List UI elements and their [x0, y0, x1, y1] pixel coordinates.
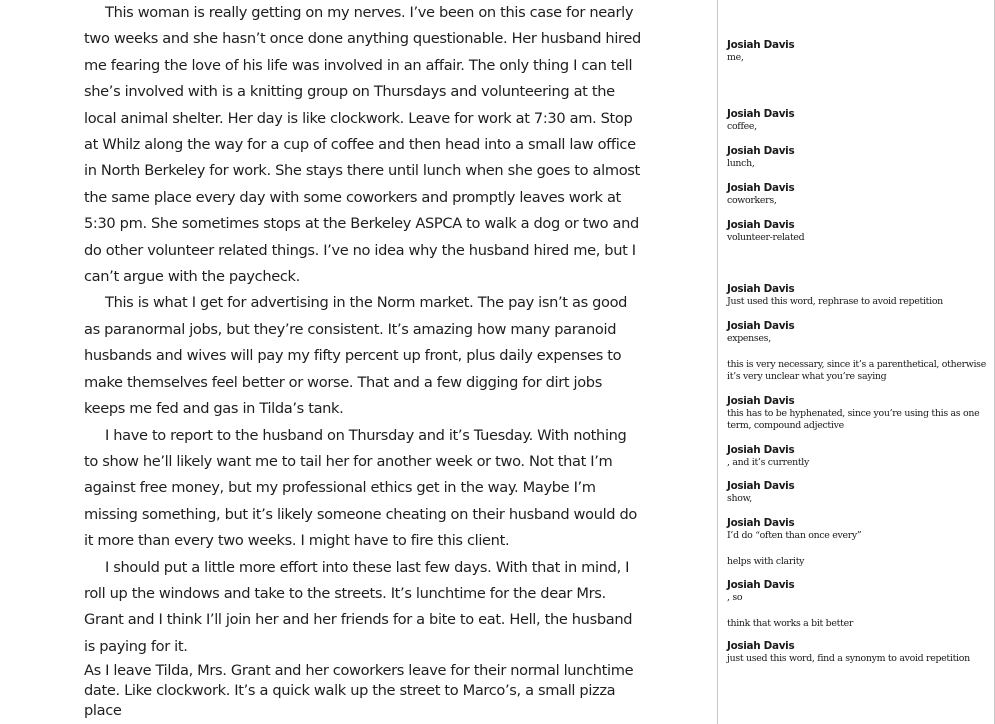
- comment-text: coffee,: [727, 121, 757, 132]
- comment[interactable]: [727, 480, 989, 505]
- comment[interactable]: [727, 395, 989, 432]
- comment-text: Just used this word, rephrase to avoid repetition: [727, 296, 943, 307]
- comment-author: Josiah Davis: [727, 182, 795, 194]
- comment-text: this has to be hyphenated, since you’re using this as one term, compound adjective: [727, 408, 980, 431]
- comment-author: Josiah Davis: [727, 108, 795, 120]
- comment-text: , and it’s currently: [727, 457, 810, 468]
- paragraph-2: This is what I get for advertising in the Norm market. The pay isn’t as good as paranormal jobs, but they’re consistent. It’s amazing how many paranoid husbands and wives will pay my fifty percent up front, plus daily expenses to make themselves feel better or worse. That and a few digging for dirt jobs keeps me fed and gas in Tilda’s tank.: [84, 294, 628, 418]
- comment-author: Josiah Davis: [727, 640, 795, 652]
- comment-text: me,: [727, 52, 744, 63]
- paragraph-4: I should put a little more effort into these last few days. With that in mind, I roll up the windows and take to the streets. It’s lunchtime for the dear Mrs. Grant and I think I’ll join her and her friends for a bite to eat. Hell, the husband is paying for it.: [84, 558, 633, 655]
- comment-author: Josiah Davis: [727, 320, 795, 332]
- comment[interactable]: [727, 579, 989, 604]
- comment-reply[interactable]: [727, 359, 989, 383]
- comment[interactable]: [727, 320, 989, 345]
- comment-text: coworkers,: [727, 195, 777, 206]
- comment-text: this is very necessary, since it’s a parenthetical, otherwise it’s very unclear what you’re saying: [727, 359, 986, 382]
- paragraph-1: This woman is really getting on my nerves. I’ve been on this case for nearly two weeks and she hasn’t once done anything questionable. Her husband hired me fearing the love of his life was involved in an affair. The only thing I can tell she’s involved with is a knitting group on Thursdays and volunteering at the local animal shelter. Her day is like clockwork. Leave for work at 7:30 am. Stop at Whilz along the way for a cup of coffee and then head into a small law office in North Berkeley for work. She stays there until lunch when she goes to almost the same place every day with some coworkers and promptly leaves work at 5:30 pm. She sometimes stops at the Berkeley ASPCA to walk a dog or two and do other volunteer related things. I’ve no idea why the husband hired me, but I can’t argue with the paycheck.: [84, 4, 641, 286]
- comment-author: Josiah Davis: [727, 283, 795, 295]
- comment-author: Josiah Davis: [727, 395, 795, 407]
- comment-author: Josiah Davis: [727, 145, 795, 157]
- comment-author: Josiah Davis: [727, 219, 795, 231]
- comment[interactable]: [727, 39, 989, 64]
- comment[interactable]: [727, 145, 989, 170]
- comment[interactable]: [727, 444, 989, 469]
- comment-text: lunch,: [727, 158, 755, 169]
- comments-pane: [717, 0, 995, 724]
- comment-author: Josiah Davis: [727, 480, 795, 492]
- comment[interactable]: [727, 640, 989, 665]
- comment-text: think that works a bit better: [727, 618, 853, 629]
- comment-author: Josiah Davis: [727, 444, 795, 456]
- comment-author: Josiah Davis: [727, 517, 795, 529]
- comment[interactable]: [727, 219, 989, 244]
- comment[interactable]: [727, 182, 989, 207]
- comment[interactable]: [727, 517, 989, 542]
- comment-text: I’d do “often than once every”: [727, 530, 862, 541]
- comment-text: volunteer-related: [727, 232, 805, 243]
- comment-author: Josiah Davis: [727, 39, 795, 51]
- comment-reply[interactable]: [727, 556, 989, 568]
- comment-text: , so: [727, 592, 743, 603]
- comment[interactable]: [727, 108, 989, 133]
- comment-text: show,: [727, 493, 752, 504]
- document-body[interactable]: [84, 0, 644, 721]
- comment-author: Josiah Davis: [727, 579, 795, 591]
- comment-text: expenses,: [727, 333, 771, 344]
- comment[interactable]: [727, 283, 989, 308]
- comment-text: helps with clarity: [727, 556, 805, 567]
- paragraph-5: As I leave Tilda, Mrs. Grant and her coworkers leave for their normal lunchtime date. Like clockwork. It’s a quick walk up the street to Marco’s, a small pizza place: [84, 662, 634, 720]
- comment-text: just used this word, find a synonym to avoid repetition: [727, 653, 970, 664]
- comment-reply[interactable]: [727, 618, 989, 630]
- paragraph-3: I have to report to the husband on Thursday and it’s Tuesday. With nothing to show he’ll likely want me to tail her for another week or two. Not that I’m against free money, but my professional ethics get in the way. Maybe I’m missing something, but it’s likely someone cheating on their husband would do it more than every two weeks. I might have to fire this client.: [84, 426, 637, 550]
